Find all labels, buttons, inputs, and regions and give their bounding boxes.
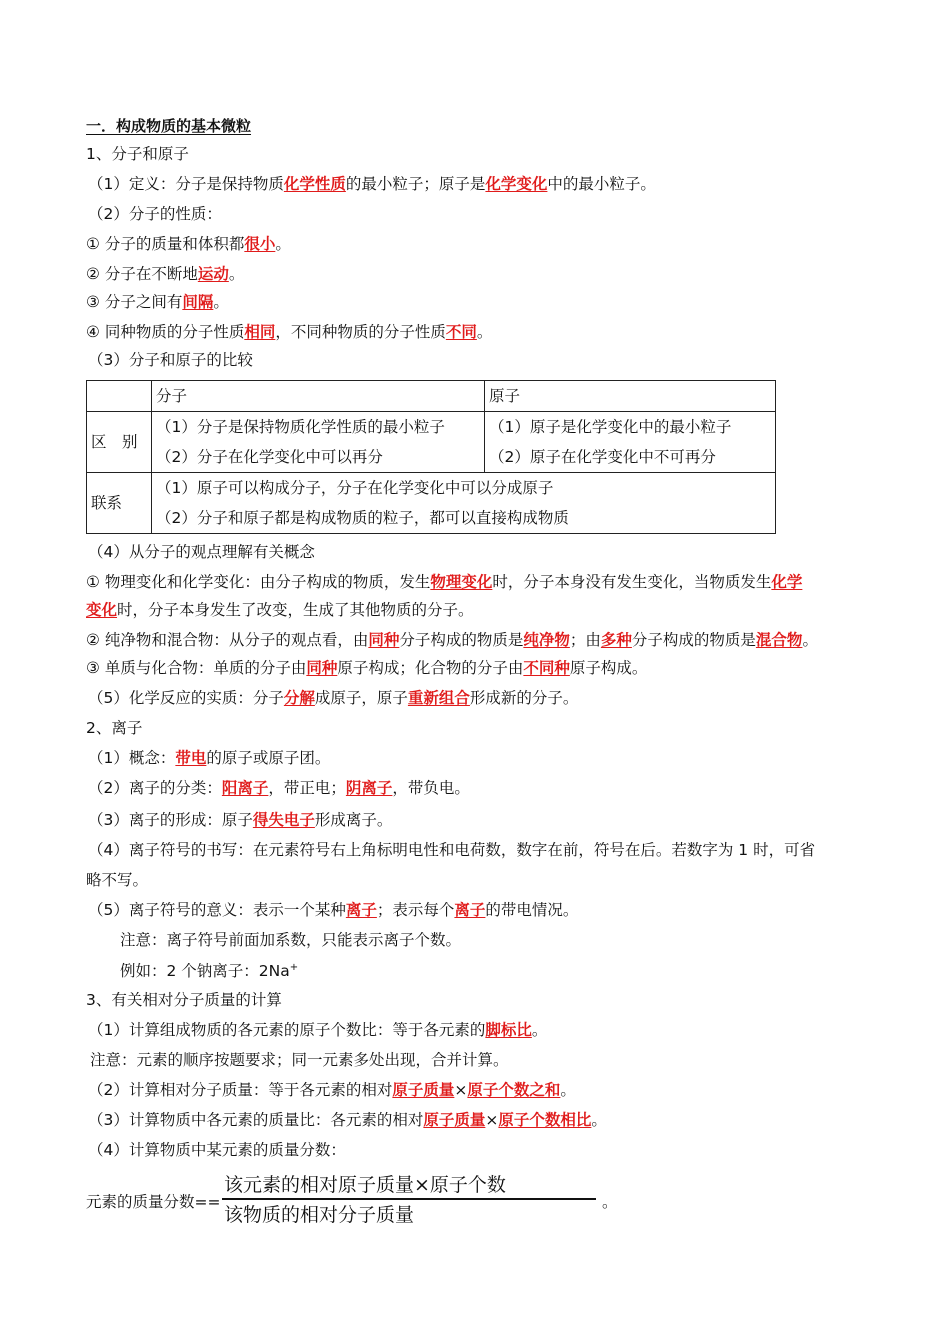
keyword: 不同 xyxy=(445,323,477,341)
ion-symbol-writing-2: 略不写。 xyxy=(86,871,149,889)
keyword: 变化 xyxy=(86,601,118,619)
table-header-molecule: 分子 xyxy=(152,381,485,412)
properties-heading: （2）分子的性质： xyxy=(88,205,222,223)
keyword: 很小 xyxy=(244,235,276,253)
keyword: 化学变化 xyxy=(485,175,548,193)
keyword: 带电 xyxy=(175,749,207,767)
concept-1-line-1: ① 物理变化和化学变化：由分子构成的物质，发生物理变化时，分子本身没有发生变化，当物质发生化学 xyxy=(86,573,803,591)
keyword: 化学性质 xyxy=(283,175,346,193)
keyword: 离子 xyxy=(345,901,377,919)
keyword: 脚标比 xyxy=(485,1021,532,1039)
keyword: 原子个数相比 xyxy=(498,1111,592,1129)
definition-line: （1）定义：分子是保持物质化学性质的最小粒子；原子是化学变化中的最小粒子。 xyxy=(88,175,656,193)
section-title: 一．构成物质的基本微粒 xyxy=(86,117,252,135)
keyword: 运动 xyxy=(197,265,229,283)
concept-2: ② 纯净物和混合物：从分子的观点看，由同种分子构成的物质是纯净物；由多种分子构成的物质是混合物。 xyxy=(86,631,818,649)
comparison-table xyxy=(86,380,776,534)
ion-symbol-meaning: （5）离子符号的意义：表示一个某种离子；表示每个离子的带电情况。 xyxy=(88,901,579,919)
reaction-essence: （5）化学反应的实质：分子分解成原子，原子重新组合形成新的分子。 xyxy=(88,689,579,707)
ion-note: 注意：离子符号前面加系数，只能表示离子个数。 xyxy=(120,931,462,949)
table-header-atom: 原子 xyxy=(485,381,776,412)
calc-mass-ratio: （3）计算物质中各元素的质量比：各元素的相对原子质量×原子个数相比。 xyxy=(88,1111,607,1129)
heading-ion: 2、离子 xyxy=(86,719,143,737)
concept-3: ③ 单质与化合物：单质的分子由同种原子构成；化合物的分子由不同种原子构成。 xyxy=(86,659,648,677)
heading-molecule-atom: 1、分子和原子 xyxy=(86,145,189,163)
formula-label: 元素的质量分数== xyxy=(86,1193,221,1211)
ion-formation: （3）离子的形成：原子得失电子形成离子。 xyxy=(88,811,393,829)
keyword: 化学 xyxy=(771,573,803,591)
ion-classification: （2）离子的分类：阳离子，带正电；阴离子，带负电。 xyxy=(88,779,470,797)
keyword: 原子质量 xyxy=(423,1111,486,1129)
formula-numerator: 该元素的相对原子质量×原子个数 xyxy=(224,1174,506,1196)
concept-heading: （4）从分子的观点理解有关概念 xyxy=(88,543,315,561)
ion-example: 例如：2 个钠离子：2Na+ xyxy=(120,962,299,981)
formula-denominator: 该物质的相对分子质量 xyxy=(224,1204,415,1226)
property-1: ① 分子的质量和体积都很小。 xyxy=(86,235,291,253)
keyword: 不同种 xyxy=(523,659,570,677)
keyword: 阳离子 xyxy=(221,779,269,797)
table-row-label-diff: 区 别 xyxy=(87,412,152,473)
keyword: 多种 xyxy=(600,631,632,649)
keyword: 纯净物 xyxy=(523,631,570,649)
table-row-label-link: 联系 xyxy=(87,473,152,534)
keyword: 得失电子 xyxy=(252,811,315,829)
keyword: 分解 xyxy=(283,689,315,707)
table-corner-cell xyxy=(87,381,152,412)
calc-atom-ratio: （1）计算组成物质的各元素的原子个数比：等于各元素的脚标比。 xyxy=(88,1021,548,1039)
calc-mass-fraction: （4）计算物质中某元素的质量分数： xyxy=(88,1141,346,1159)
ion-symbol-writing-1: （4）离子符号的书写：在元素符号右上角标明电性和电荷数，数字在前，符号在后。若数字为 1 时，可省 xyxy=(88,841,816,859)
property-3: ③ 分子之间有间隔。 xyxy=(86,293,229,311)
keyword: 物理变化 xyxy=(430,573,493,591)
keyword: 相同 xyxy=(244,323,276,341)
table-cell-molecule: （1）分子是保持物质化学性质的最小粒子 （2）分子在化学变化中可以再分 xyxy=(152,412,485,473)
calc-note: 注意：元素的顺序按题要求；同一元素多处出现，合并计算。 xyxy=(90,1051,509,1069)
calc-molecular-mass: （2）计算相对分子质量：等于各元素的相对原子质量×原子个数之和。 xyxy=(88,1081,576,1099)
keyword: 原子质量 xyxy=(392,1081,455,1099)
concept-1-line-2: 变化时，分子本身发生了改变，生成了其他物质的分子。 xyxy=(86,601,474,619)
property-4: ④ 同种物质的分子性质相同，不同种物质的分子性质不同。 xyxy=(86,323,493,341)
keyword: 同种 xyxy=(368,631,400,649)
keyword: 重新组合 xyxy=(407,689,470,707)
keyword: 阴离子 xyxy=(345,779,393,797)
property-2: ② 分子在不断地运动。 xyxy=(86,265,245,283)
compare-heading: （3）分子和原子的比较 xyxy=(88,351,253,369)
keyword: 同种 xyxy=(306,659,338,677)
keyword: 混合物 xyxy=(755,631,803,649)
table-cell-atom: （1）原子是化学变化中的最小粒子 （2）原子在化学变化中不可再分 xyxy=(485,412,776,473)
keyword: 离子 xyxy=(454,901,486,919)
table-cell-link: （1）原子可以构成分子，分子在化学变化中可以分成原子 （2）分子和原子都是构成物质的粒子，都可以直接构成物质 xyxy=(152,473,776,534)
ion-concept: （1）概念：带电的原子或原子团。 xyxy=(88,749,331,767)
keyword: 间隔 xyxy=(182,293,214,311)
formula-end: 。 xyxy=(602,1193,618,1211)
keyword: 原子个数之和 xyxy=(467,1081,561,1099)
heading-calculation: 3、有关相对分子质量的计算 xyxy=(86,991,282,1009)
